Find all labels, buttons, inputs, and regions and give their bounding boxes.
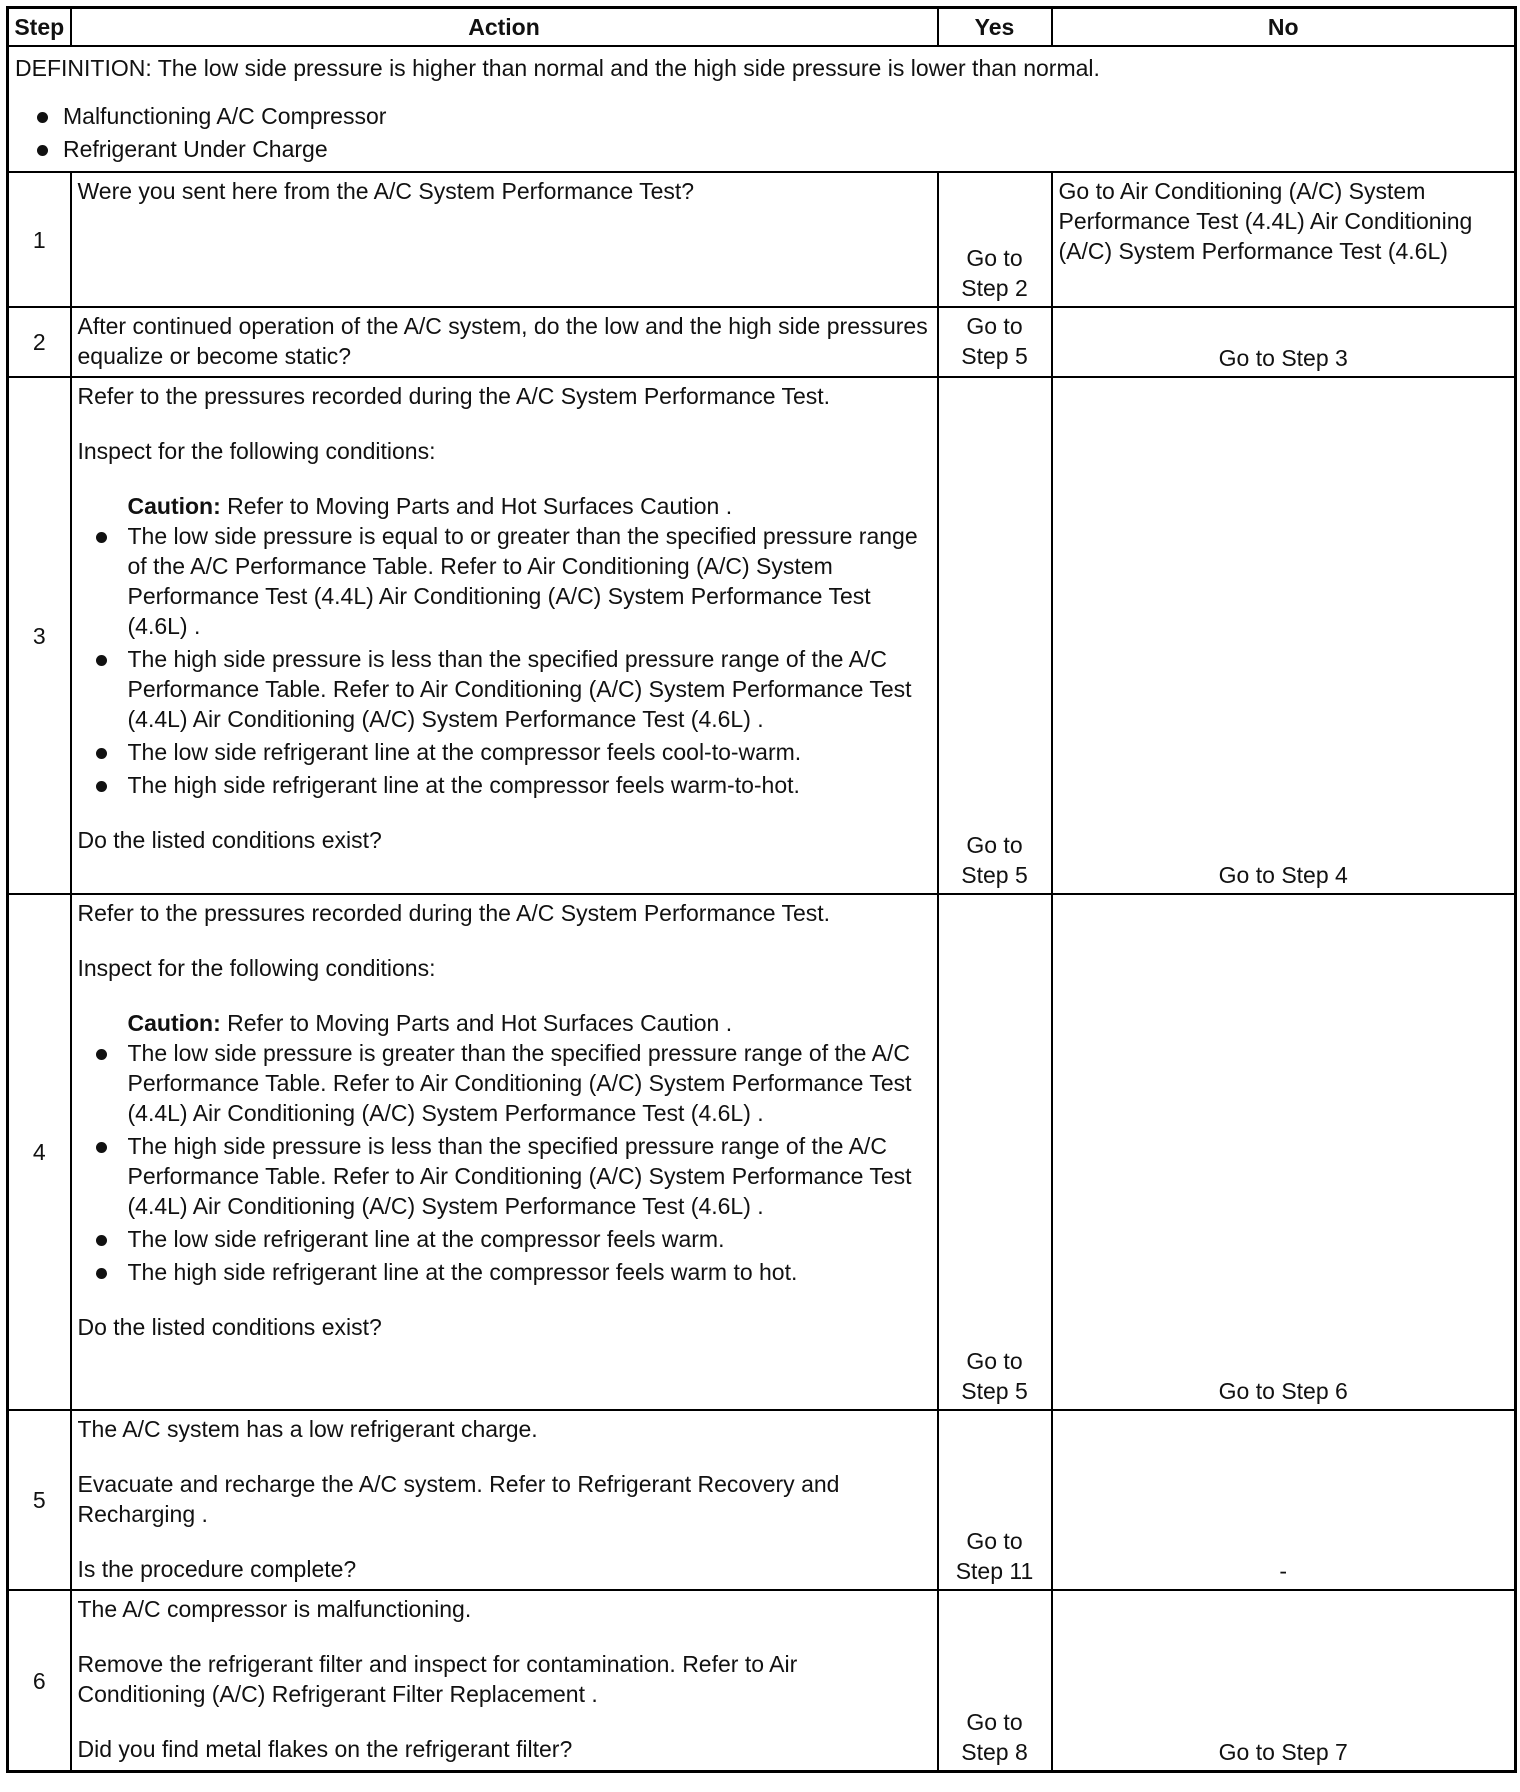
condition-item: The high side refrigerant line at the compressor feels warm to hot.: [78, 1257, 931, 1287]
condition-item: The high side pressure is less than the specified pressure range of the A/C Performance Table. Refer to Air Conditioning (A/C) System Performance Test (4.4L) Air Conditioning (A/C) System Performance Test (4.6L) .: [78, 644, 931, 734]
diagnostic-table: [6, 6, 1517, 1773]
action-text: Inspect for the following conditions:: [77, 438, 436, 464]
step-number: 1: [8, 172, 71, 307]
yes-cell: Go to Step 5: [938, 307, 1052, 377]
step-action: [71, 377, 938, 894]
yes-cell: Go to Step 5: [938, 894, 1052, 1410]
step-row-5: [8, 1410, 1516, 1590]
question-text: Do the listed conditions exist?: [77, 1314, 382, 1340]
yes-cell: Go to Step 8: [938, 1590, 1052, 1772]
header-action: Action: [71, 8, 938, 47]
no-cell: Go to Step 3: [1052, 307, 1516, 377]
no-cell: Go to Air Conditioning (A/C) System Performance Test (4.4L) Air Conditioning (A/C) System Performance Test (4.6L): [1052, 172, 1516, 307]
diagnostic-table-wrapper: [6, 6, 1517, 1773]
definition-row: [8, 46, 1516, 172]
condition-item: The high side refrigerant line at the compressor feels warm-to-hot.: [78, 770, 931, 800]
condition-list: [78, 521, 931, 800]
step-number: 5: [8, 1410, 71, 1590]
header-row: [8, 8, 1516, 47]
definition-bullet: Malfunctioning A/C Compressor: [15, 101, 1508, 131]
action-text: After continued operation of the A/C system, do the low and the high side pressures equalize or become static?: [77, 313, 928, 369]
caution-link-text: Refer to Moving Parts and Hot Surfaces Caution .: [220, 1010, 733, 1036]
action-text: Inspect for the following conditions:: [77, 955, 436, 981]
definition-bullets: [15, 101, 1508, 164]
step-action: [71, 172, 938, 307]
step-number: 4: [8, 894, 71, 1410]
header-yes: Yes: [938, 8, 1052, 47]
definition-cell: [8, 46, 1516, 172]
no-cell: Go to Step 6: [1052, 894, 1516, 1410]
no-cell: Go to Step 4: [1052, 377, 1516, 894]
action-text: Refer to the pressures recorded during the A/C System Performance Test.: [77, 900, 831, 926]
question-text: Did you find metal flakes on the refrigerant filter?: [77, 1736, 573, 1762]
condition-item: The low side refrigerant line at the compressor feels cool-to-warm.: [78, 737, 931, 767]
condition-item: The low side pressure is equal to or greater than the specified pressure range of the A/C Performance Table. Refer to Air Conditioning (A/C) System Performance Test (4.4L) Air Conditioning (A/C) System Performance Test (4.6L) .: [78, 521, 931, 641]
definition-text: DEFINITION: The low side pressure is higher than normal and the high side pressure is lower than normal.: [15, 55, 1100, 81]
action-text: The A/C compressor is malfunctioning.: [77, 1596, 472, 1622]
step-row-2: [8, 307, 1516, 377]
action-text: Refer to the pressures recorded during the A/C System Performance Test.: [77, 383, 831, 409]
action-text: Evacuate and recharge the A/C system. Refer to Refrigerant Recovery and Recharging .: [77, 1471, 840, 1527]
action-text: Were you sent here from the A/C System Performance Test?: [77, 178, 695, 204]
step-number: 2: [8, 307, 71, 377]
definition-bullet: Refrigerant Under Charge: [15, 134, 1508, 164]
caution-note: [78, 491, 931, 521]
step-row-1: [8, 172, 1516, 307]
step-row-6: [8, 1590, 1516, 1772]
action-text: Remove the refrigerant filter and inspect for contamination. Refer to Air Conditioning (A/C) Refrigerant Filter Replacement .: [77, 1651, 798, 1707]
no-cell: -: [1052, 1410, 1516, 1590]
condition-item: The high side pressure is less than the specified pressure range of the A/C Performance Table. Refer to Air Conditioning (A/C) System Performance Test (4.4L) Air Conditioning (A/C) System Performance Test (4.6L) .: [78, 1131, 931, 1221]
caution-link-text: Refer to Moving Parts and Hot Surfaces Caution .: [220, 493, 733, 519]
step-number: 3: [8, 377, 71, 894]
yes-cell: Go to Step 5: [938, 377, 1052, 894]
no-cell: Go to Step 7: [1052, 1590, 1516, 1772]
condition-list: [78, 1038, 931, 1287]
condition-item: The low side pressure is greater than the specified pressure range of the A/C Performance Table. Refer to Air Conditioning (A/C) System Performance Test (4.4L) Air Conditioning (A/C) System Performance Test (4.6L) .: [78, 1038, 931, 1128]
step-number: 6: [8, 1590, 71, 1772]
action-text: The A/C system has a low refrigerant charge.: [77, 1416, 538, 1442]
question-text: Do the listed conditions exist?: [77, 827, 382, 853]
condition-item: The low side refrigerant line at the compressor feels warm.: [78, 1224, 931, 1254]
yes-cell: Go to Step 11: [938, 1410, 1052, 1590]
step-row-4: [8, 894, 1516, 1410]
yes-cell: Go to Step 2: [938, 172, 1052, 307]
caution-label: Caution:: [127, 1010, 221, 1036]
step-action: [71, 894, 938, 1410]
caution-note: [78, 1008, 931, 1038]
header-step: Step: [8, 8, 71, 47]
header-no: No: [1052, 8, 1516, 47]
step-action: [71, 1590, 938, 1772]
caution-label: Caution:: [127, 493, 221, 519]
question-text: Is the procedure complete?: [77, 1556, 357, 1582]
step-row-3: [8, 377, 1516, 894]
step-action: [71, 307, 938, 377]
step-action: [71, 1410, 938, 1590]
